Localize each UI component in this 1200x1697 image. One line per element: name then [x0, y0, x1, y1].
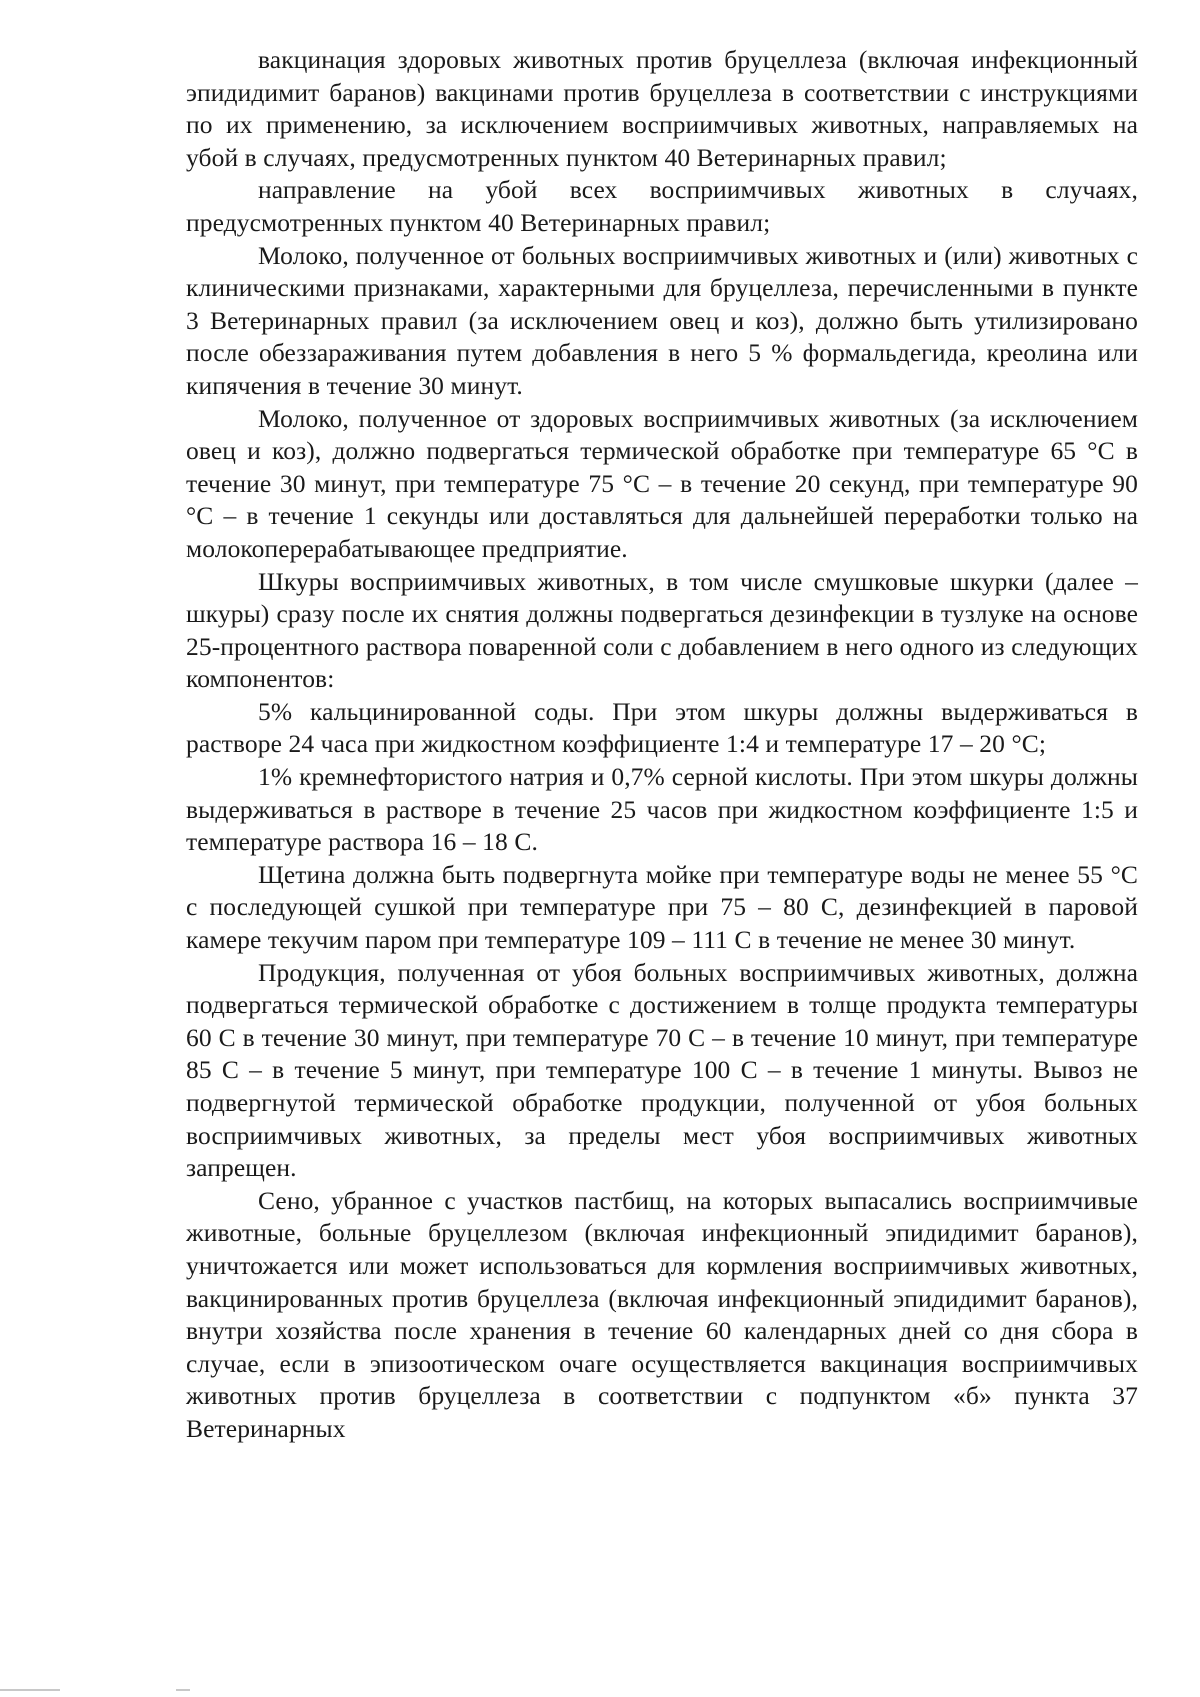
scan-edge-mark: [0, 1689, 60, 1691]
paragraph-slaughter-products: Продукция, полученная от убоя больных восприимчивых животных, должна подвергаться термической обработке с достижением в толще продукта температуры 60 С в течение 30 минут, при температуре 70 С – в течение 10 минут, при температуре 85 С – в течение 5 минут, при температуре 100 С – в течение 1 минуты. Вывоз не подвергнутой термической обработке продукции, полученной от убоя больных восприимчивых животных, за пределы мест убоя восприимчивых животных запрещен.: [186, 957, 1138, 1183]
paragraph-soda-solution: 5% кальцинированной соды. При этом шкуры должны выдерживаться в растворе 24 часа при жидкостном коэффициенте 1:4 и температуре 17 – 20 °С;: [186, 696, 1138, 759]
paragraph-slaughter: направление на убой всех восприимчивых животных в случаях, предусмотренных пунктом 40 Ветеринарных правил;: [186, 175, 1138, 237]
document-body: [186, 44, 1138, 1446]
paragraph-skins-disinfection: Шкуры восприимчивых животных, в том числе смушковые шкурки (далее – шкуры) сразу после их снятия должны подвергаться дезинфекции в тузлуке на основе 25-процентного раствора поваренной соли с добавлением в него одного из следующих компонентов:: [186, 566, 1138, 694]
paragraph-milk-healthy-animals: Молоко, полученное от здоровых восприимчивых животных (за исключением овец и коз), должно подвергаться термической обработке при температуре 65 °С в течение 30 минут, при температуре 75 °С – в течение 20 секунд, при температуре 90 °С – в течение 1 секунды или доставляться для дальнейшей переработки только на молокоперерабатывающее предприятие.: [186, 403, 1138, 563]
paragraph-bristle: Щетина должна быть подвергнута мойке при температуре воды не менее 55 °С с последующей сушкой при температуре при 75 – 80 С, дезинфекцией в паровой камере текучим паром при температуре 109 – 111 С в течение не менее 30 минут.: [186, 859, 1138, 955]
paragraph-sodium-fluorosilicate: 1% кремнефтористого натрия и 0,7% серной кислоты. При этом шкуры должны выдерживаться в растворе в течение 25 часов при жидкостном коэффициенте 1:5 и температуре раствора 16 – 18 С.: [186, 762, 1138, 857]
paragraph-milk-sick-animals: Молоко, полученное от больных восприимчивых животных и (или) животных с клиническими признаками, характерными для бруцеллеза, перечисленными в пункте 3 Ветеринарных правил (за исключением овец и коз), должно быть утилизировано после обеззараживания путем добавления в него 5 % формальдегида, креолина или кипячения в течение 30 минут.: [186, 240, 1138, 400]
paragraph-hay: Сено, убранное с участков пастбищ, на которых выпасались восприимчивые животные, больные бруцеллезом (включая инфекционный эпидидимит баранов), уничтожается или может использоваться для кормления восприимчивых животных, вакцинированных против бруцеллеза (включая инфекционный эпидидимит баранов), внутри хозяйства после хранения в течение 60 календарных дней со дня сбора в случае, если в эпизоотическом очаге осуществляется вакцинация восприимчивых животных против бруцеллеза в соответствии с подпунктом «б» пункта 37 Ветеринарных: [186, 1185, 1138, 1443]
paragraph-vaccination: вакцинация здоровых животных против бруцеллеза (включая инфекционный эпидидимит баранов) вакцинами против бруцеллеза в соответствии с инструкциями по их применению, за исключением восприимчивых животных, направляемых на убой в случаях, предусмотренных пунктом 40 Ветеринарных правил;: [186, 45, 1138, 172]
scan-edge-mark: [176, 1689, 190, 1691]
